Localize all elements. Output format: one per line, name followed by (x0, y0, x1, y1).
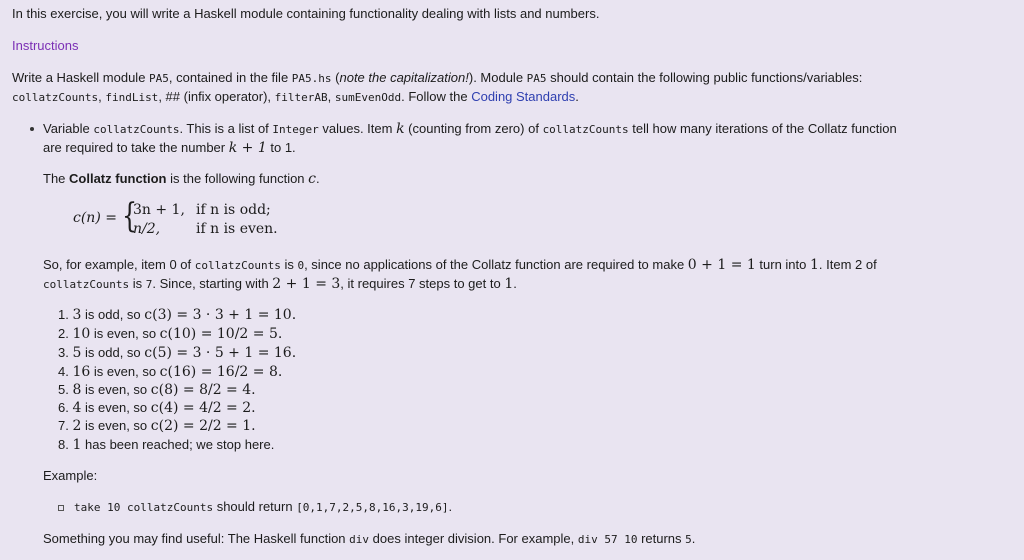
list-item: 7. 2 is even, so c(2) = 2/2 = 1. (58, 418, 256, 434)
example-explanation-cont: collatzCounts is 7. Since, starting with 2 + 1 = 3, it requires 7 steps to get to 1. (43, 276, 517, 292)
useful-note: Something you may find useful: The Haskell function div does integer division. For example, div 57 10 returns 5. (43, 531, 696, 546)
module-description: Write a Haskell module PA5, contained in the file PA5.hs (note the capitalization!). Module PA5 should contain the following public functions/variables: (12, 70, 863, 85)
formula-brace: { (122, 196, 138, 236)
example-label: Example: (43, 468, 98, 483)
module-function-list: collatzCounts, findList, ## (infix operator), filterAB, sumEvenOdd. Follow the Coding Standards. (12, 89, 579, 104)
coding-standards-link[interactable]: Coding Standards (471, 89, 576, 104)
collatzcounts-description: Variable collatzCounts. This is a list of Integer values. Item k (counting from zero) of collatzCounts tell how many iterations of the Collatz function (43, 121, 897, 137)
formula-lhs: c(n) = (73, 210, 117, 226)
list-item: 2. 10 is even, so c(10) = 10/2 = 5. (58, 326, 283, 342)
collatzcounts-description-cont: are required to take the number k + 1 to 1. (43, 140, 296, 156)
collatz-definition-text: The Collatz function is the following function c. (43, 171, 320, 187)
formula-case1-expr: 3n + 1, (133, 202, 185, 218)
list-item: 3. 5 is odd, so c(5) = 3 · 5 + 1 = 16. (58, 345, 297, 361)
instructions-heading[interactable]: Instructions (12, 38, 79, 53)
intro-text: In this exercise, you will write a Haskell module containing functionality dealing with lists and numbers. (12, 6, 600, 21)
list-item: 5. 8 is even, so c(8) = 8/2 = 4. (58, 382, 256, 398)
list-item: 6. 4 is even, so c(4) = 4/2 = 2. (58, 400, 256, 416)
bullet-point (30, 127, 34, 131)
list-item: 8. 1 has been reached; we stop here. (58, 437, 275, 453)
list-item: 1. 3 is odd, so c(3) = 3 · 3 + 1 = 10. (58, 307, 297, 323)
formula-case2-expr: n/2, (133, 221, 161, 237)
example-item: take 10 collatzCounts should return [0,1,7,2,5,8,16,3,19,6]. (74, 499, 453, 514)
sub-bullet-point (58, 505, 64, 511)
formula-case2-cond: if n is even. (196, 221, 278, 237)
list-item: 4. 16 is even, so c(16) = 16/2 = 8. (58, 364, 283, 380)
formula-case1-cond: if n is odd; (196, 202, 271, 218)
example-explanation: So, for example, item 0 of collatzCounts is 0, since no applications of the Collatz function are required to make 0 + 1 = 1 turn into 1. Item 2 of (43, 257, 877, 273)
